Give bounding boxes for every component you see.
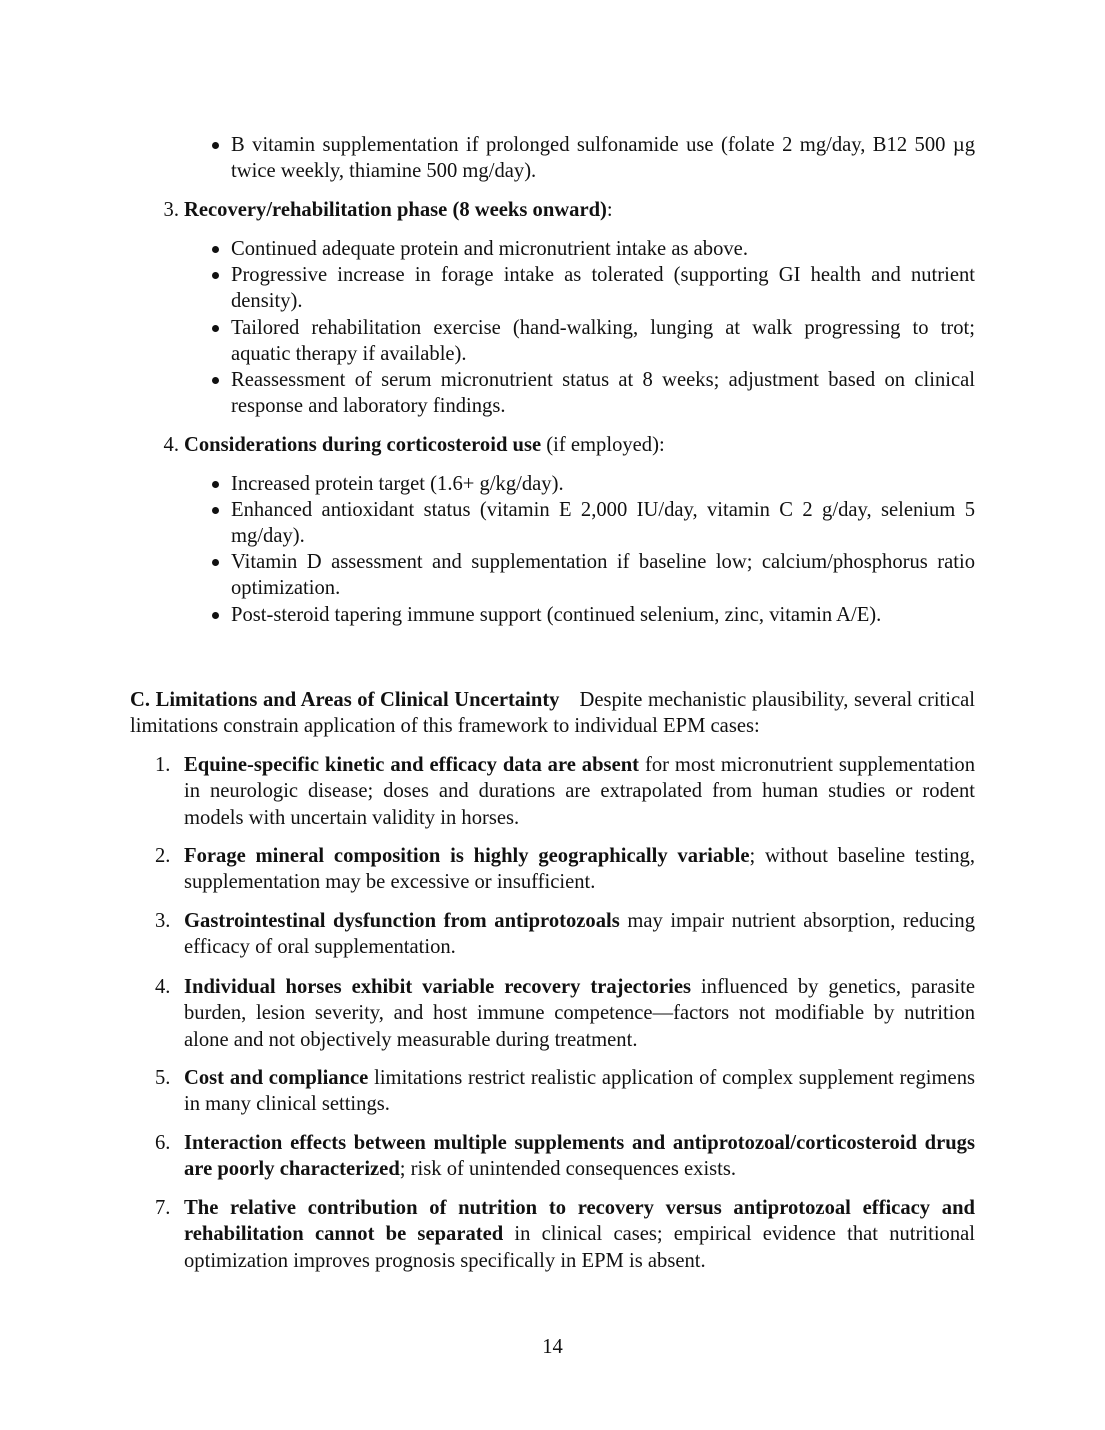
limitation-item-1 bbox=[155, 752, 975, 831]
bullet-icon bbox=[212, 612, 219, 619]
item-bold: Cost and compliance bbox=[184, 1067, 369, 1089]
item-bold: Individual horses exhibit variable recovery trajectories bbox=[184, 976, 691, 998]
bullet-icon bbox=[212, 377, 219, 384]
bullet-icon bbox=[212, 481, 219, 488]
item-text: limitations restrict realistic application of complex supplement regimens in many clinical settings. bbox=[184, 1067, 975, 1116]
section-intro: Despite mechanistic plausibility, several critical limitations constrain application of this framework to individual EPM cases: bbox=[130, 689, 975, 738]
bullet-icon bbox=[212, 272, 219, 279]
limitation-item-5 bbox=[155, 1065, 975, 1118]
item-bold: Equine-specific kinetic and efficacy data are absent bbox=[184, 754, 640, 776]
list-item bbox=[231, 132, 975, 185]
item-bold: Forage mineral composition is highly geographically variable bbox=[184, 845, 750, 867]
list-item bbox=[231, 471, 975, 497]
item-number: 3. bbox=[163, 199, 179, 221]
section-c-paragraph bbox=[130, 687, 975, 740]
bullet-icon bbox=[212, 142, 219, 149]
item-text: for most micronutrient supplementation in neurologic disease; doses and durations are extrapolated from human studies or rodent models with uncertain validity in horses. bbox=[184, 754, 975, 829]
item-title: Considerations during corticosteroid use bbox=[184, 434, 542, 456]
item-bold: Interaction effects between multiple supplements and antiprotozoal/corticosteroid drugs are poorly characterized bbox=[184, 1132, 975, 1181]
bullet-text: B vitamin supplementation if prolonged sulfonamide use (folate 2 mg/day, B12 500 µg twice weekly, thiamine 500 mg/day). bbox=[231, 134, 975, 183]
item-title: Recovery/rehabilitation phase (8 weeks onward) bbox=[184, 199, 607, 221]
bullet-text: Tailored rehabilitation exercise (hand-walking, lunging at walk progressing to trot; aquatic therapy if available). bbox=[231, 317, 975, 366]
limitation-item-7 bbox=[155, 1195, 975, 1274]
limitation-item-3 bbox=[155, 908, 975, 961]
list-item bbox=[231, 367, 975, 420]
bullet-text: Increased protein target (1.6+ g/kg/day). bbox=[231, 473, 564, 495]
bullet-text: Continued adequate protein and micronutrient intake as above. bbox=[231, 238, 748, 260]
list-item bbox=[231, 315, 975, 368]
bullet-text: Progressive increase in forage intake as tolerated (supporting GI health and nutrient density). bbox=[231, 264, 975, 313]
item-number: 2. bbox=[155, 845, 171, 867]
bullet-text: Enhanced antioxidant status (vitamin E 2,000 IU/day, vitamin C 2 g/day, selenium 5 mg/day). bbox=[231, 499, 975, 548]
list-item bbox=[231, 236, 975, 262]
list-item bbox=[231, 262, 975, 315]
list-item bbox=[231, 497, 975, 550]
bullet-text: Vitamin D assessment and supplementation if baseline low; calcium/phosphorus ratio optimization. bbox=[231, 551, 975, 600]
bullet-icon bbox=[212, 325, 219, 332]
bullet-text: Reassessment of serum micronutrient status at 8 weeks; adjustment based on clinical response and laboratory findings. bbox=[231, 369, 975, 418]
item-number: 4. bbox=[163, 434, 179, 456]
bullet-icon bbox=[212, 246, 219, 253]
item-number: 7. bbox=[155, 1197, 171, 1219]
item-suffix: (if employed): bbox=[541, 434, 665, 456]
item-text: in clinical cases; empirical evidence that nutritional optimization improves prognosis specifically in EPM is absent. bbox=[184, 1223, 975, 1272]
bullet-icon bbox=[212, 507, 219, 514]
item-number: 4. bbox=[155, 976, 171, 998]
item-text: may impair nutrient absorption, reducing efficacy of oral supplementation. bbox=[184, 910, 975, 959]
item-number: 5. bbox=[155, 1067, 171, 1089]
list-item bbox=[231, 549, 975, 602]
bullet-text: Post-steroid tapering immune support (continued selenium, zinc, vitamin A/E). bbox=[231, 604, 882, 626]
item-text: influenced by genetics, parasite burden, lesion severity, and host immune competence—factors not modifiable by nutrition alone and not objectively measurable during treatment. bbox=[184, 976, 975, 1051]
item-bold: The relative contribution of nutrition to recovery versus antiprotozoal efficacy and rehabilitation cannot be separated bbox=[184, 1197, 975, 1246]
limitation-item-6 bbox=[155, 1130, 975, 1183]
item-text: ; without baseline testing, supplementation may be excessive or insufficient. bbox=[184, 845, 975, 894]
list-item bbox=[231, 602, 975, 628]
item-bold: Gastrointestinal dysfunction from antiprotozoals bbox=[184, 910, 620, 932]
bullet-icon bbox=[212, 559, 219, 566]
numbered-item-4 bbox=[163, 432, 975, 458]
section-heading: C. Limitations and Areas of Clinical Uncertainty bbox=[130, 689, 560, 711]
item-text: ; risk of unintended consequences exists. bbox=[399, 1158, 737, 1181]
limitation-item-4 bbox=[155, 974, 975, 1053]
page-number: 14 bbox=[542, 1336, 563, 1358]
item-number: 3. bbox=[155, 910, 171, 932]
item-number: 1. bbox=[155, 754, 171, 776]
item-number: 6. bbox=[155, 1132, 171, 1154]
item-suffix: : bbox=[606, 199, 613, 221]
numbered-item-3 bbox=[163, 197, 975, 223]
limitation-item-2 bbox=[155, 843, 975, 896]
